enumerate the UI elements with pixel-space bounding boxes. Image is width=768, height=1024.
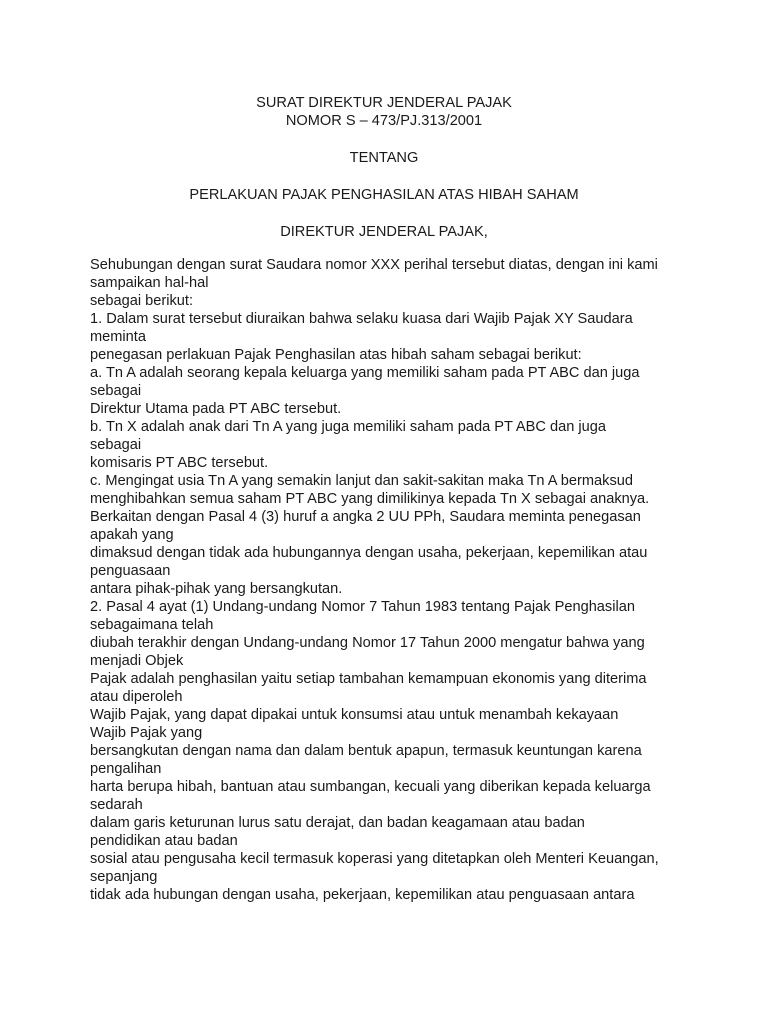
- body-line: sebagaimana telah: [90, 617, 214, 633]
- body-line: harta berupa hibah, bantuan atau sumbangan, kecuali yang diberikan kepada keluarga: [90, 779, 651, 795]
- body-line: Sehubungan dengan surat Saudara nomor XXX perihal tersebut diatas, dengan ini kami: [90, 257, 658, 273]
- body-line: menjadi Objek: [90, 653, 184, 669]
- body-line: antara pihak-pihak yang bersangkutan.: [90, 581, 343, 597]
- body-line: penegasan perlakuan Pajak Penghasilan atas hibah saham sebagai berikut:: [90, 347, 582, 363]
- document-number: NOMOR S – 473/PJ.313/2001: [285, 113, 483, 129]
- addressee-heading: DIREKTUR JENDERAL PAJAK,: [280, 224, 488, 240]
- body-line: dimaksud dengan tidak ada hubungannya dengan usaha, pekerjaan, kepemilikan atau: [90, 545, 648, 561]
- body-line: apakah yang: [90, 527, 174, 543]
- body-line: Berkaitan dengan Pasal 4 (3) huruf a angka 2 UU PPh, Saudara meminta penegasan: [90, 509, 641, 525]
- body-line: sebagai: [90, 437, 142, 453]
- body-line: c. Mengingat usia Tn A yang semakin lanjut dan sakit-sakitan maka Tn A bermaksud: [90, 473, 633, 489]
- letter-body: [90, 256, 750, 904]
- body-line: atau diperoleh: [90, 689, 183, 705]
- body-line: penguasaan: [90, 563, 171, 579]
- body-line: b. Tn X adalah anak dari Tn A yang juga memiliki saham pada PT ABC dan juga: [90, 419, 606, 435]
- body-line: sepanjang: [90, 869, 158, 885]
- body-line: 2. Pasal 4 ayat (1) Undang-undang Nomor 7 Tahun 1983 tentang Pajak Penghasilan: [90, 599, 635, 615]
- body-line: Direktur Utama pada PT ABC tersebut.: [90, 401, 342, 417]
- tentang-heading: TENTANG: [349, 150, 419, 166]
- body-line: sosial atau pengusaha kecil termasuk koperasi yang ditetapkan oleh Menteri Keuangan,: [90, 851, 659, 867]
- body-line: 1. Dalam surat tersebut diuraikan bahwa selaku kuasa dari Wajib Pajak XY Saudara: [90, 311, 633, 327]
- subject-heading: PERLAKUAN PAJAK PENGHASILAN ATAS HIBAH SAHAM: [189, 187, 579, 203]
- body-line: meminta: [90, 329, 146, 345]
- body-line: tidak ada hubungan dengan usaha, pekerjaan, kepemilikan atau penguasaan antara: [90, 887, 635, 903]
- body-line: pengalihan: [90, 761, 162, 777]
- body-line: sampaikan hal-hal: [90, 275, 209, 291]
- body-line: bersangkutan dengan nama dan dalam bentuk apapun, termasuk keuntungan karena: [90, 743, 642, 759]
- body-line: Pajak adalah penghasilan yaitu setiap tambahan kemampuan ekonomis yang diterima: [90, 671, 647, 687]
- body-line: Wajib Pajak yang: [90, 725, 203, 741]
- body-line: sebagai: [90, 383, 142, 399]
- body-line: diubah terakhir dengan Undang-undang Nomor 17 Tahun 2000 mengatur bahwa yang: [90, 635, 645, 651]
- body-line: sebagai berikut:: [90, 293, 194, 309]
- body-line: Wajib Pajak, yang dapat dipakai untuk konsumsi atau untuk menambah kekayaan: [90, 707, 619, 723]
- body-line: sedarah: [90, 797, 143, 813]
- body-line: menghibahkan semua saham PT ABC yang dimilikinya kepada Tn X sebagai anaknya.: [90, 491, 650, 507]
- document-title: SURAT DIREKTUR JENDERAL PAJAK: [256, 95, 512, 111]
- body-line: dalam garis keturunan lurus satu derajat, dan badan keagamaan atau badan: [90, 815, 585, 831]
- body-line: a. Tn A adalah seorang kepala keluarga yang memiliki saham pada PT ABC dan juga: [90, 365, 640, 381]
- body-line: pendidikan atau badan: [90, 833, 238, 849]
- body-line: komisaris PT ABC tersebut.: [90, 455, 269, 471]
